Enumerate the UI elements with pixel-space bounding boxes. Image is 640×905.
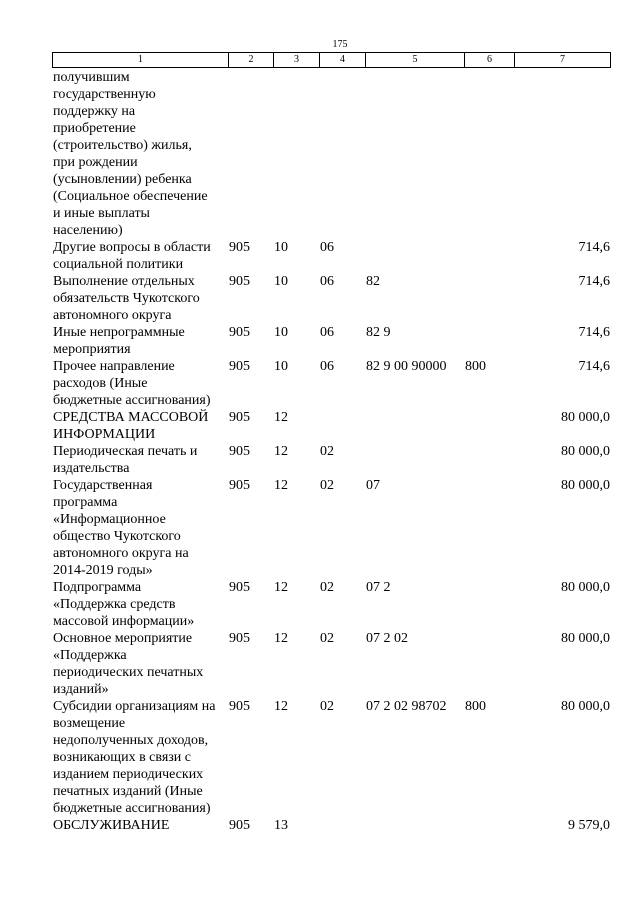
row-name-line: «Поддержка [53,648,127,663]
expense-type-code: 800 [465,359,486,374]
subsection-code: 02 [320,631,334,646]
row-name-line: «Поддержка средств [53,597,176,612]
table-row [52,324,610,358]
amount: 714,6 [578,325,610,340]
row-name [52,443,228,477]
section-code: 12 [274,478,288,493]
row-name-line: периодических печатных [53,665,204,680]
ministry-code: 905 [229,274,250,289]
row-name [52,477,228,579]
row-name [52,358,228,409]
table-row [52,443,610,477]
amount: 714,6 [578,240,610,255]
expense-type-code: 800 [465,699,486,714]
amount: 80 000,0 [561,444,610,459]
row-name-line: Периодическая печать и [53,444,198,459]
ministry-code: 905 [229,444,250,459]
target-article-code: 07 [366,478,380,493]
row-name-line: поддержку на [53,104,136,119]
row-name-line: Выполнение отдельных [53,274,195,289]
amount: 9 579,0 [568,818,610,833]
row-name-line: изданием периодических [53,767,204,782]
row-name-line: Основное мероприятие [53,631,193,646]
row-name-line: социальной политики [53,257,184,272]
row-name-line: бюджетные ассигнования) [53,801,211,816]
table-row [52,698,610,817]
row-name-line: (строительство) жилья, [53,138,192,153]
subsection-code: 06 [320,359,334,374]
row-name-line: мероприятия [53,342,131,357]
column-number-3: 3 [274,53,320,68]
page-number: 175 [332,39,348,50]
amount: 80 000,0 [561,478,610,493]
row-name-line: населению) [53,223,123,238]
row-name-line: ОБСЛУЖИВАНИЕ [53,818,170,833]
row-name-line: общество Чукотского [53,529,181,544]
section-code: 12 [274,631,288,646]
ministry-code: 905 [229,240,250,255]
ministry-code: 905 [229,478,250,493]
row-name [52,239,228,273]
column-number-5: 5 [366,53,465,68]
ministry-code: 905 [229,818,250,833]
row-name-line: Государственная [53,478,153,493]
column-number-6: 6 [465,53,515,68]
row-name [52,69,228,239]
section-code: 12 [274,699,288,714]
row-name-line: печатных изданий (Иные [53,784,203,799]
row-name-line: недополученных доходов, [53,733,209,748]
row-name [52,273,228,324]
row-name [52,698,228,817]
column-number-header [52,52,611,68]
section-code: 10 [274,240,288,255]
section-code: 12 [274,580,288,595]
table-row [52,579,610,630]
section-code: 12 [274,444,288,459]
section-code: 12 [274,410,288,425]
row-name-line: обязательств Чукотского [53,291,200,306]
table-row [52,817,610,834]
table-row [52,69,610,239]
row-name-line: автономного округа [53,308,172,323]
amount: 714,6 [578,274,610,289]
target-article-code: 07 2 02 [366,631,408,646]
table-row [52,477,610,579]
ministry-code: 905 [229,699,250,714]
amount: 714,6 [578,359,610,374]
target-article-code: 82 9 00 90000 [366,359,447,374]
subsection-code: 02 [320,580,334,595]
row-name-line: получившим [53,70,130,85]
row-name [52,324,228,358]
subsection-code: 06 [320,240,334,255]
subsection-code: 06 [320,274,334,289]
amount: 80 000,0 [561,580,610,595]
budget-table-body [52,69,610,834]
target-article-code: 82 9 [366,325,391,340]
column-number-4: 4 [320,53,366,68]
row-name-line: Субсидии организациям на [53,699,216,714]
row-name-line: ИНФОРМАЦИИ [53,427,156,442]
subsection-code: 06 [320,325,334,340]
section-code: 10 [274,274,288,289]
row-name-line: автономного округа на [53,546,189,561]
row-name-line: государственную [53,87,156,102]
amount: 80 000,0 [561,699,610,714]
table-row [52,273,610,324]
row-name-line: возникающих в связи с [53,750,191,765]
row-name-line: (усыновлении) ребенка [53,172,192,187]
row-name-line: и иные выплаты [53,206,150,221]
row-name-line: «Информационное [53,512,166,527]
row-name [52,817,228,834]
ministry-code: 905 [229,410,250,425]
section-code: 10 [274,325,288,340]
target-article-code: 07 2 [366,580,391,595]
row-name-line: издательства [53,461,130,476]
subsection-code: 02 [320,699,334,714]
row-name-line: массовой информации» [53,614,195,629]
row-name [52,630,228,698]
row-name-line: Другие вопросы в области [53,240,211,255]
ministry-code: 905 [229,580,250,595]
target-article-code: 82 [366,274,380,289]
table-row [52,630,610,698]
row-name-line: Иные непрограммные [53,325,185,340]
target-article-code: 07 2 02 98702 [366,699,447,714]
ministry-code: 905 [229,359,250,374]
row-name-line: приобретение [53,121,136,136]
row-name-line: при рождении [53,155,138,170]
ministry-code: 905 [229,325,250,340]
row-name-line: СРЕДСТВА МАССОВОЙ [53,410,209,425]
row-name-line: изданий» [53,682,109,697]
column-number-7: 7 [515,53,611,68]
table-row [52,358,610,409]
ministry-code: 905 [229,631,250,646]
row-name-line: (Социальное обеспечение [53,189,208,204]
row-name-line: 2014-2019 годы» [53,563,153,578]
row-name-line: Прочее направление [53,359,175,374]
column-number-1: 1 [53,53,229,68]
row-name-line: возмещение [53,716,126,731]
row-name-line: Подпрограмма [53,580,142,595]
subsection-code: 02 [320,444,334,459]
column-number-2: 2 [229,53,274,68]
row-name-line: бюджетные ассигнования) [53,393,211,408]
row-name [52,579,228,630]
table-row [52,409,610,443]
row-name-line: программа [53,495,118,510]
subsection-code: 02 [320,478,334,493]
section-code: 13 [274,818,288,833]
table-row [52,239,610,273]
row-name [52,409,228,443]
section-code: 10 [274,359,288,374]
amount: 80 000,0 [561,631,610,646]
row-name-line: расходов (Иные [53,376,148,391]
amount: 80 000,0 [561,410,610,425]
